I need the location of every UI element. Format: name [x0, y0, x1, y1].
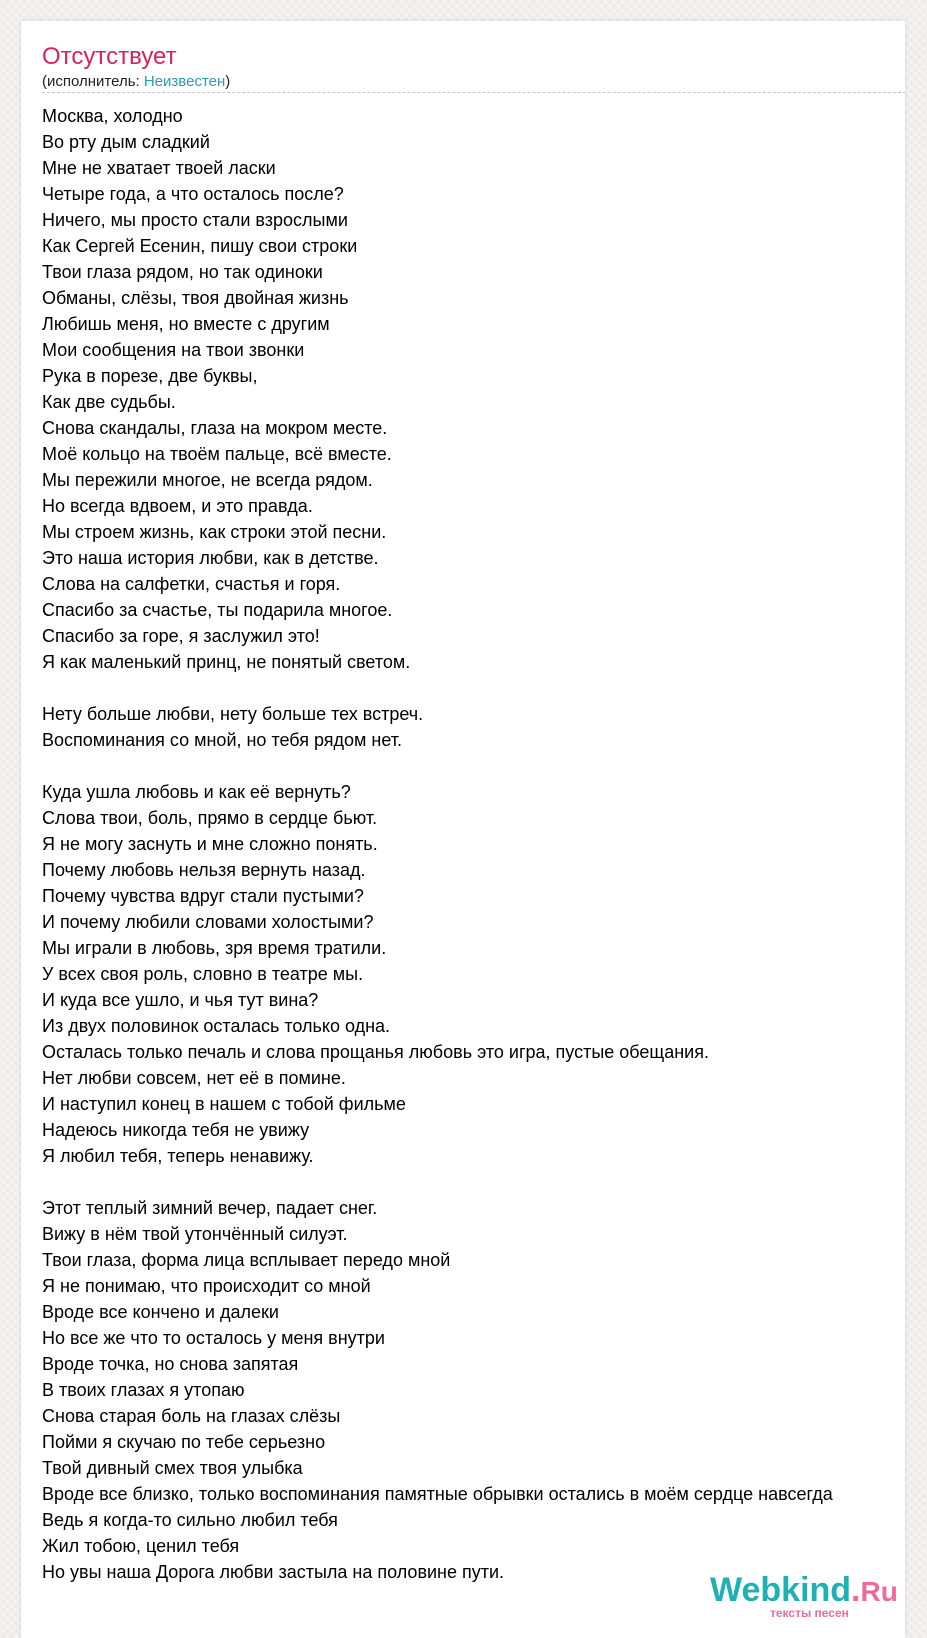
- lyric-line: В твоих глазах я утопаю: [42, 1380, 245, 1400]
- lyric-line: Я любил тебя, теперь ненавижу.: [42, 1146, 314, 1166]
- lyric-line: Мы играли в любовь, зря время тратили.: [42, 938, 387, 958]
- lyric-line: Куда ушла любовь и как её вернуть?: [42, 782, 351, 802]
- lyric-line: Слова твои, боль, прямо в сердце бьют.: [42, 808, 378, 828]
- stanza-gap: [42, 1169, 905, 1195]
- lyric-line: Моё кольцо на твоём пальце, всё вместе.: [42, 444, 392, 464]
- stanza-gap: [42, 675, 905, 701]
- lyric-line: Снова скандалы, глаза на мокром месте.: [42, 418, 388, 438]
- lyric-line: Мы пережили многое, не всегда рядом.: [42, 470, 373, 490]
- song-title: Отсутствует: [42, 43, 177, 70]
- lyric-line: Я как маленький принц, не понятый светом.: [42, 652, 411, 672]
- lyric-line: Надеюсь никогда тебя не увижу: [42, 1120, 310, 1140]
- song-card: [21, 21, 905, 1638]
- lyric-line: Как две судьбы.: [42, 392, 176, 412]
- lyric-line: Но все же что то осталось у меня внутри: [42, 1328, 385, 1348]
- logo-tagline: тексты песен: [770, 1606, 849, 1620]
- lyric-line: Вроде все кончено и далеки: [42, 1302, 279, 1322]
- lyric-line: Осталась только печаль и слова прощанья любовь это игра, пустые обещания.: [42, 1042, 709, 1062]
- lyric-line: Мне не хватает твоей ласки: [42, 158, 276, 178]
- lyric-line: Воспоминания со мной, но тебя рядом нет.: [42, 730, 403, 750]
- artist-line: [42, 72, 230, 92]
- lyric-line: Ведь я когда-то сильно любил тебя: [42, 1510, 338, 1530]
- lyric-line: Мы строем жизнь, как строки этой песни.: [42, 522, 387, 542]
- lyric-line: Нету больше любви, нету больше тех встреч.: [42, 704, 424, 724]
- lyric-line: И наступил конец в нашем с тобой фильме: [42, 1094, 406, 1114]
- lyric-line: И почему любили словами холостыми?: [42, 912, 374, 932]
- logo-tld: Ru: [860, 1576, 898, 1607]
- lyric-line: Твой дивный смех твоя улыбка: [42, 1458, 303, 1478]
- lyrics-body: [42, 103, 905, 1585]
- lyric-line: Вроде все близко, только воспоминания памятные обрывки остались в моём сердце навсегда: [42, 1484, 833, 1504]
- lyric-line: Жил тобою, ценил тебя: [42, 1536, 240, 1556]
- artist-suffix: ): [225, 73, 231, 90]
- lyric-line: Почему чувства вдруг стали пустыми?: [42, 886, 364, 906]
- lyric-line: Снова старая боль на глазах слёзы: [42, 1406, 341, 1426]
- lyric-line: Я не понимаю, что происходит со мной: [42, 1276, 371, 1296]
- lyric-line: Рука в порезе, две буквы,: [42, 366, 258, 386]
- lyric-line: И куда все ушло, и чья тут вина?: [42, 990, 319, 1010]
- lyric-line: У всех своя роль, словно в театре мы.: [42, 964, 364, 984]
- lyric-line: Твои глаза, форма лица всплывает передо мной: [42, 1250, 451, 1270]
- lyric-line: Спасибо за счастье, ты подарила многое.: [42, 600, 393, 620]
- stanza-gap: [42, 753, 905, 779]
- logo-word: Webkind: [710, 1571, 852, 1609]
- lyric-line: Ничего, мы просто стали взрослыми: [42, 210, 348, 230]
- lyric-line: Четыре года, а что осталось после?: [42, 184, 344, 204]
- artist-link[interactable]: Неизвестен: [143, 73, 226, 90]
- lyric-line: Почему любовь нельзя вернуть назад.: [42, 860, 366, 880]
- lyric-line: Нет любви совсем, нет её в помине.: [42, 1068, 346, 1088]
- lyric-line: Я не могу заснуть и мне сложно понять.: [42, 834, 378, 854]
- lyric-line: Слова на салфетки, счастья и горя.: [42, 574, 341, 594]
- lyric-line: Это наша история любви, как в детстве.: [42, 548, 379, 568]
- lyric-line: Этот теплый зимний вечер, падает снег.: [42, 1198, 378, 1218]
- lyric-line: Но всегда вдвоем, и это правда.: [42, 496, 313, 516]
- lyric-line: Как Сергей Есенин, пишу свои строки: [42, 236, 358, 256]
- lyric-line: Твои глаза рядом, но так одиноки: [42, 262, 323, 282]
- lyric-line: Любишь меня, но вместе с другим: [42, 314, 330, 334]
- lyric-line: Во рту дым сладкий: [42, 132, 210, 152]
- lyric-line: Мои сообщения на твои звонки: [42, 340, 305, 360]
- lyric-line: Спасибо за горе, я заслужил это!: [42, 626, 320, 646]
- title-divider: [42, 92, 905, 93]
- artist-prefix: (исполнитель:: [42, 73, 144, 90]
- lyric-line: Из двух половинок осталась только одна.: [42, 1016, 391, 1036]
- site-logo[interactable]: [710, 1570, 910, 1630]
- lyric-line: Но увы наша Дорога любви застыла на половине пути.: [42, 1562, 505, 1582]
- logo-dot: .: [851, 1571, 861, 1609]
- lyric-line: Пойми я скучаю по тебе серьезно: [42, 1432, 326, 1452]
- lyric-line: Обманы, слёзы, твоя двойная жизнь: [42, 288, 349, 308]
- lyric-line: Москва, холодно: [42, 106, 183, 126]
- lyric-line: Вижу в нём твой утончённый силуэт.: [42, 1224, 348, 1244]
- lyric-line: Вроде точка, но снова запятая: [42, 1354, 299, 1374]
